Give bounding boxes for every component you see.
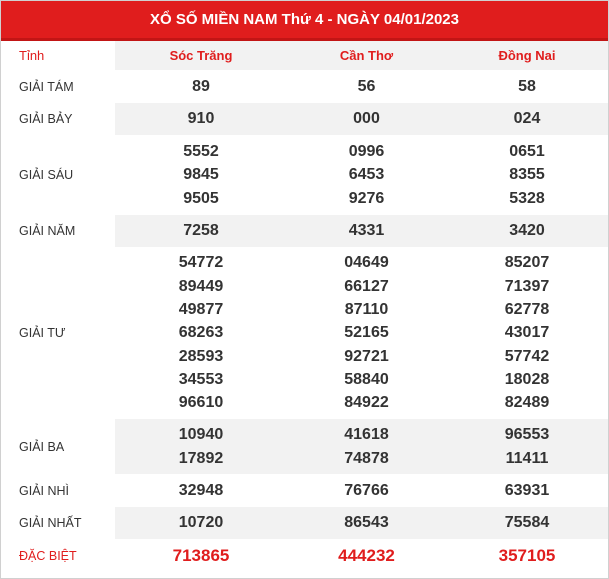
prize-label-special: ĐẶC BIỆT [19,548,77,563]
prize-value: 10720 [115,507,287,539]
prize-row-ba [1,419,608,474]
prize-value: 86543 [287,507,446,539]
prize-label: GIẢI BẢY [19,112,73,126]
prize-row-tu [1,247,608,419]
prize-value: 910 [115,103,287,135]
prize-label: GIẢI BA [19,439,65,454]
prize-value: 41618 74878 [287,419,446,474]
special-prize-value: 444232 [338,545,395,565]
prize-value: 76766 [344,481,389,499]
prize-value: 4331 [287,215,446,247]
prize-row-dac-biet [1,539,608,572]
prize-label: GIẢI NHẤT [19,516,82,530]
province-column-label: Tỉnh [19,48,45,63]
prize-row-nam [1,215,608,247]
prize-value: 85207 71397 62778 43017 57742 18028 82489 [504,254,550,412]
prize-value: 32948 [178,481,224,499]
prize-value: 024 [446,103,608,135]
prize-value: 0996 6453 9276 [348,143,385,207]
prize-value: 04649 66127 87110 52165 92721 58840 84922 [344,254,389,412]
prize-label: GIẢI NĂM [19,224,76,238]
prize-value: 7258 [115,215,287,247]
province-can-tho[interactable]: Cần Thơ [287,41,446,70]
province-soc-trang[interactable]: Sóc Trăng [115,41,287,70]
prize-row-sau [1,135,608,215]
prize-row-nhat [1,507,608,539]
prize-row-tam [1,70,608,103]
special-prize-value: 713865 [172,545,230,565]
prize-row-bay [1,103,608,135]
prize-value: 5552 9845 9505 [183,143,219,207]
prize-label: GIẢI TƯ [19,326,66,340]
prize-value: 58 [518,77,536,95]
special-prize-value: 357105 [498,545,556,565]
prize-label: GIẢI NHÌ [19,483,70,498]
prize-label: GIẢI TÁM [19,79,74,94]
prize-row-nhi [1,474,608,507]
prize-value: 000 [287,103,446,135]
prize-value: 10940 17892 [115,419,287,474]
prize-value: 3420 [446,215,608,247]
prize-value: 89 [192,77,210,95]
prize-label: GIẢI SÁU [19,168,74,182]
prize-value: 54772 89449 49877 68263 28593 34553 96610 [178,254,224,412]
prize-value: 0651 8355 5328 [509,143,545,207]
prize-value: 75584 [446,507,608,539]
prize-value: 63931 [504,481,550,499]
province-header-row [1,41,608,70]
results-table [1,41,608,572]
results-title: XỔ SỐ MIỀN NAM Thứ 4 - NGÀY 04/01/2023 [1,1,608,41]
prize-value: 96553 11411 [446,419,608,474]
province-dong-nai[interactable]: Đồng Nai [446,41,608,70]
prize-value: 56 [357,77,376,95]
